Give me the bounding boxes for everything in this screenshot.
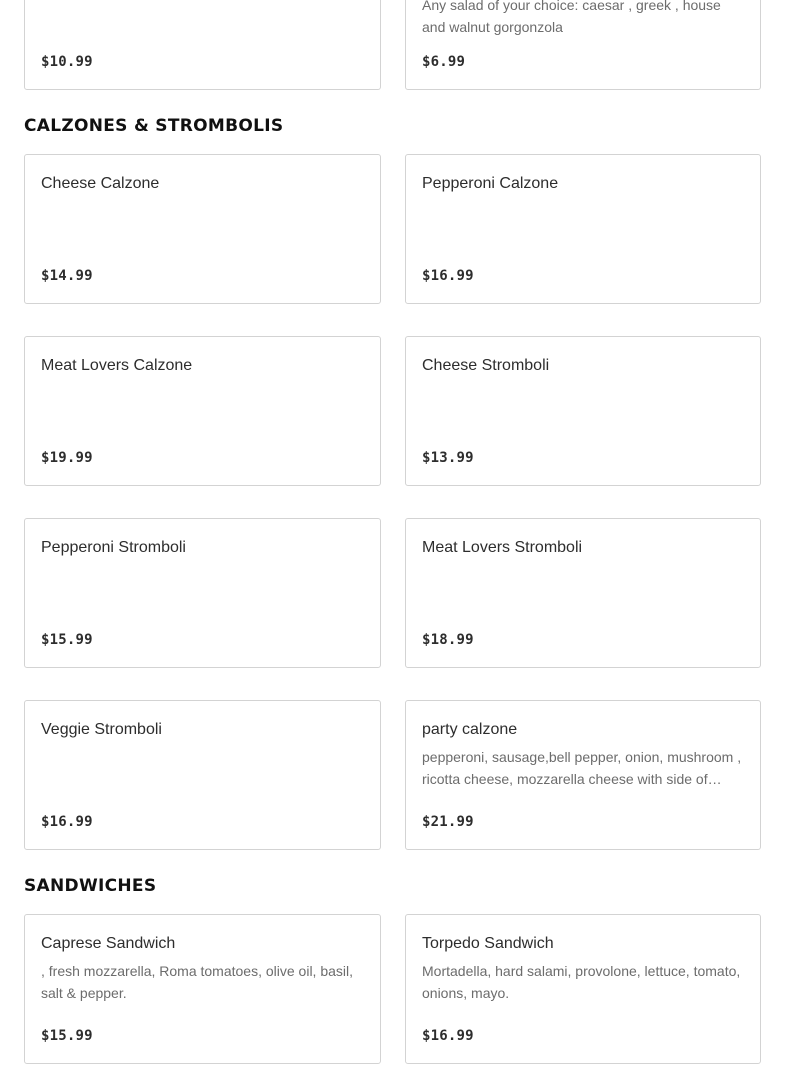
menu-item-card-meat-lovers-calzone[interactable] <box>24 336 381 486</box>
menu-item-price: $13.99 <box>422 450 474 466</box>
menu-item-description: pepperoni, sausage,bell pepper, onion, mushroom , ricotta cheese, mozzarella cheese with side of… <box>422 749 742 787</box>
section-heading-calzones-strombolis: CALZONES & STROMBOLIS <box>24 116 284 136</box>
menu-item-card[interactable] <box>24 0 381 90</box>
menu-item-card-party-calzone[interactable] <box>405 700 761 850</box>
menu-item-card-cheese-stromboli[interactable] <box>405 336 761 486</box>
menu-item-description: Mortadella, hard salami, provolone, lettuce, tomato, onions, mayo. <box>422 963 741 1001</box>
menu-item-card-veggie-stromboli[interactable] <box>24 700 381 850</box>
menu-item-price: $6.99 <box>422 54 466 70</box>
menu-item-card-pepperoni-calzone[interactable] <box>405 154 761 304</box>
menu-item-description: , fresh mozzarella, Roma tomatoes, olive oil, basil, salt & pepper. <box>41 963 354 1001</box>
menu-item-price: $19.99 <box>41 450 93 466</box>
menu-item-description: Any salad of your choice: caesar , greek , house and walnut gorgonzola <box>422 0 721 35</box>
menu-item-price: $16.99 <box>422 268 474 284</box>
menu-item-price: $10.99 <box>41 54 93 70</box>
menu-item-name: Torpedo Sandwich <box>422 935 554 952</box>
menu-item-card[interactable] <box>405 0 761 90</box>
menu-item-card-meat-lovers-stromboli[interactable] <box>405 518 761 668</box>
menu-item-name: Cheese Stromboli <box>422 357 550 374</box>
section-heading-sandwiches: SANDWICHES <box>24 876 157 896</box>
menu-item-card-torpedo-sandwich[interactable] <box>405 914 761 1064</box>
menu-item-name: Pepperoni Stromboli <box>41 539 186 556</box>
menu-item-card-caprese-sandwich[interactable] <box>24 914 381 1064</box>
menu-item-name: party calzone <box>422 721 518 738</box>
menu-item-name: Cheese Calzone <box>41 175 160 192</box>
menu-item-name: Meat Lovers Calzone <box>41 357 193 374</box>
menu-item-price: $16.99 <box>422 1028 474 1044</box>
menu-item-price: $15.99 <box>41 632 93 648</box>
menu-item-price: $16.99 <box>41 814 93 830</box>
menu-item-name: Veggie Stromboli <box>41 721 162 738</box>
menu-item-name: Caprese Sandwich <box>41 935 176 952</box>
menu-item-name: Meat Lovers Stromboli <box>422 539 583 556</box>
menu-item-price: $18.99 <box>422 632 474 648</box>
menu-item-card-pepperoni-stromboli[interactable] <box>24 518 381 668</box>
menu-item-price: $14.99 <box>41 268 93 284</box>
menu-item-card-cheese-calzone[interactable] <box>24 154 381 304</box>
menu-item-price: $21.99 <box>422 814 474 830</box>
menu-item-name: Pepperoni Calzone <box>422 175 559 192</box>
menu-item-price: $15.99 <box>41 1028 93 1044</box>
